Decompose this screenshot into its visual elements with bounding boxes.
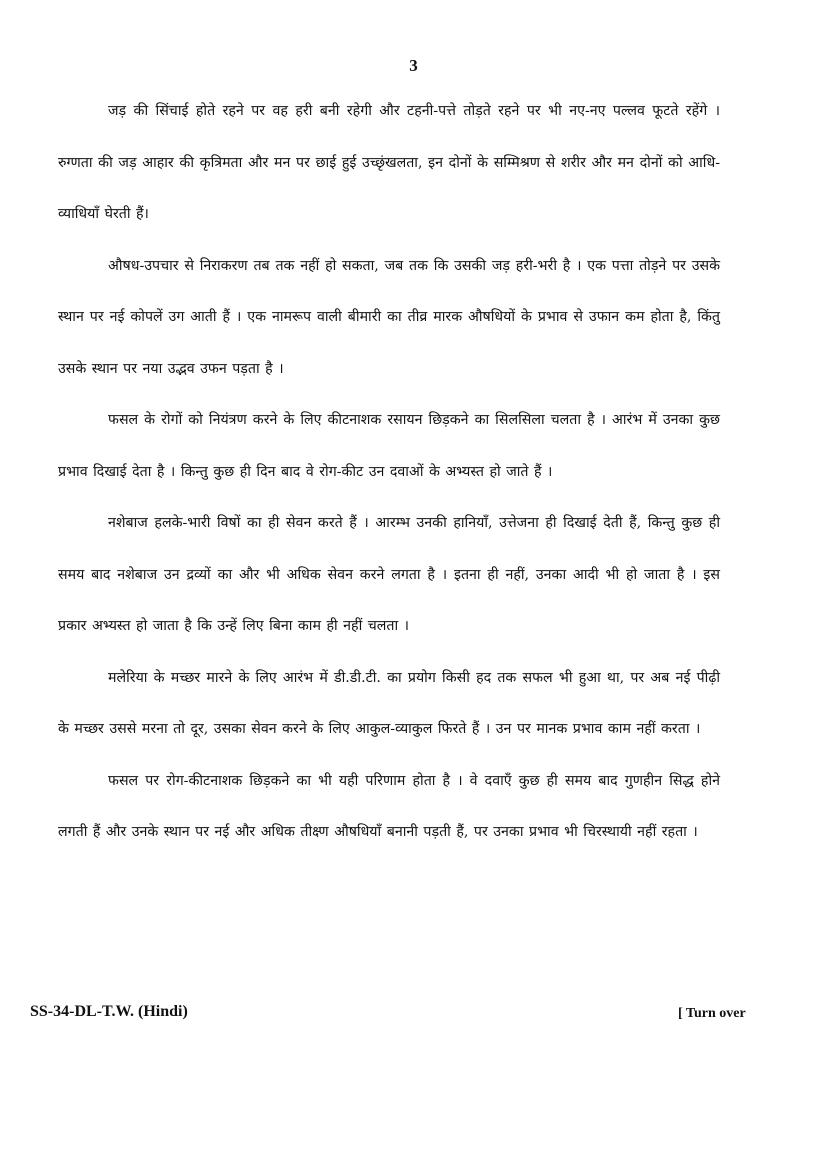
- turn-over-label: [ Turn over: [678, 1006, 746, 1021]
- paragraph-2: औषध-उपचार से निराकरण तब तक नहीं हो सकता, जब तक कि उसकी जड़ हरी-भरी है । एक पत्ता तोड़ने पर उसके स्थान पर नई कोपलें उग आती हैं । एक नामरूप वाली बीमारी का तीव्र मारक औषधियों के प्रभाव से उफान कम होता है, किंतु उसके स्थान पर नया उद्भव उफन पड़ता है ।: [58, 257, 720, 377]
- passage-text: [58, 86, 720, 859]
- page-number: 3: [409, 56, 418, 75]
- paragraph-6: फसल पर रोग-कीटनाशक छिड़कने का भी यही परिणाम होता है । वे दवाएँ कुछ ही समय बाद गुणहीन सिद्ध होने लगती हैं और उनके स्थान पर नई और अधिक तीक्ष्ण औषधियाँ बनानी पड़ती हैं, पर उनका प्रभाव भी चिरस्थायी नहीं रहता ।: [58, 772, 720, 840]
- paper-code: SS-34-DL-T.W. (Hindi): [30, 1003, 188, 1020]
- paragraph-5: मलेरिया के मच्छर मारने के लिए आरंभ में डी.डी.टी. का प्रयोग किसी हद तक सफल भी हुआ था, पर अब नई पीढ़ी के मच्छर उससे मरना तो दूर, उसका सेवन करने के लिए आकुल-व्याकुल फिरते हैं । उन पर मानक प्रभाव काम नहीं करता ।: [58, 669, 720, 737]
- paragraph-4: नशेबाज हलके-भारी विषों का ही सेवन करते हैं । आरम्भ उनकी हानियाँ, उत्तेजना ही दिखाई देती हैं, किन्तु कुछ ही समय बाद नशेबाज उन द्रव्यों का और भी अधिक सेवन करने लगता है । इतना ही नहीं, उनका आदी भी हो जाता है । इस प्रकार अभ्यस्त हो जाता है कि उन्हें लिए बिना काम ही नहीं चलता ।: [58, 515, 720, 634]
- paragraph-3: फसल के रोगों को नियंत्रण करने के लिए कीटनाशक रसायन छिड़कने का सिलसिला चलता है । आरंभ में उनका कुछ प्रभाव दिखाई देता है । किन्तु कुछ ही दिन बाद वे रोग-कीट उन दवाओं के अभ्यस्त हो जाते हैं ।: [58, 412, 720, 480]
- paragraph-1: जड़ की सिंचाई होते रहने पर वह हरी बनी रहेगी और टहनी-पत्ते तोड़ते रहने पर भी नए-नए पल्लव फूटते रहेंगे । रुग्णता की जड़ आहार की कृत्रिमता और मन पर छाई हुई उच्छृंखलता, इन दोनों के सम्मिश्रण से शरीर और मन दोनों को आधि-व्याधियाँ घेरती हैं।: [58, 103, 720, 222]
